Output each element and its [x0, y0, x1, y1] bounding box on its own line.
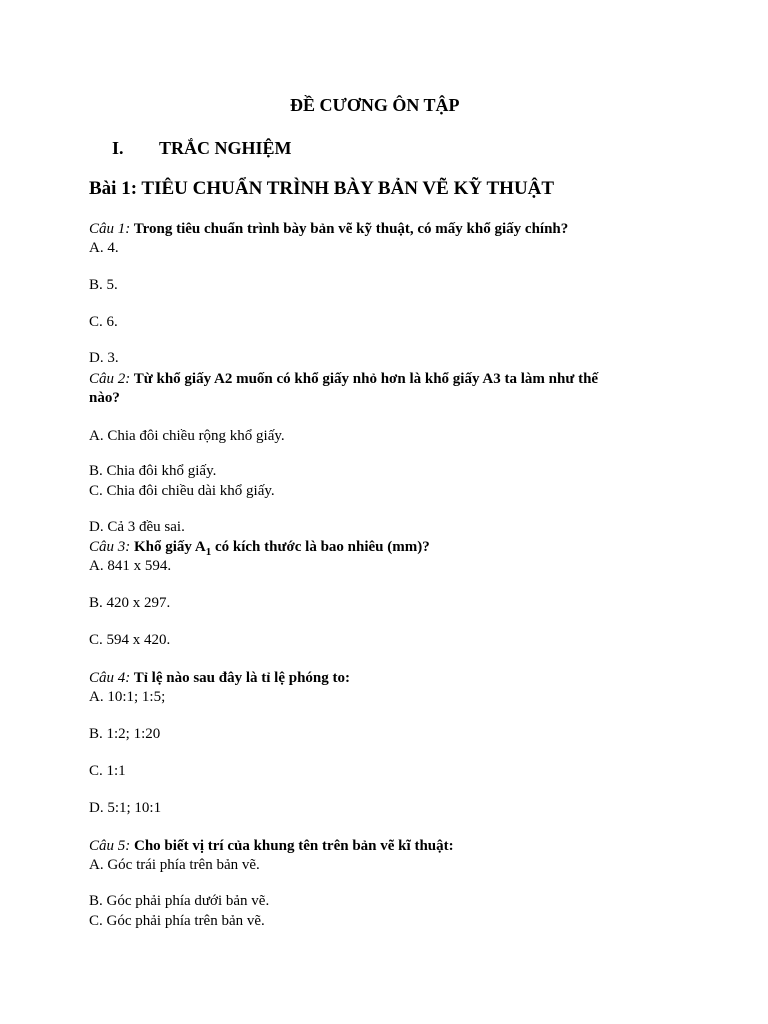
question-4-option-d: D. 5:1; 10:1 — [89, 800, 162, 816]
question-5-option-b: B. Góc phải phía dưới bản vẽ. — [89, 893, 270, 909]
question-2-option-d: D. Cả 3 đều sai. — [89, 519, 185, 535]
question-text: Từ khổ giấy A2 muốn có khổ giấy nhỏ hơn là khổ giấy A3 ta làm như thế — [130, 371, 599, 387]
question-5-option-c: C. Góc phải phía trên bản vẽ. — [89, 913, 265, 929]
question-1 — [89, 220, 568, 238]
question-text: Cho biết vị trí của khung tên trên bản vẽ kĩ thuật: — [130, 838, 454, 854]
question-2-option-a: A. Chia đôi chiều rộng khổ giấy. — [89, 428, 285, 444]
lesson-heading: Bài 1: TIÊU CHUẨN TRÌNH BÀY BẢN VẼ KỸ THUẬT — [89, 178, 555, 199]
question-label: Câu 5: — [89, 838, 131, 854]
question-2-option-b: B. Chia đôi khổ giấy. — [89, 463, 217, 479]
question-4 — [89, 669, 350, 687]
question-5 — [89, 837, 454, 855]
question-label: Câu 3: — [89, 539, 131, 555]
question-2-option-c: C. Chia đôi chiều dài khổ giấy. — [89, 483, 275, 499]
question-1-option-d: D. 3. — [89, 350, 119, 366]
question-3-option-c: C. 594 x 420. — [89, 632, 171, 648]
question-4-option-c: C. 1:1 — [89, 763, 126, 779]
question-1-option-c: C. 6. — [89, 314, 118, 330]
question-text: Tỉ lệ nào sau đây là tỉ lệ phóng to: — [130, 670, 351, 686]
question-3-option-b: B. 420 x 297. — [89, 595, 171, 611]
document-title: ĐỀ CƯƠNG ÔN TẬP — [290, 95, 460, 115]
section-name: TRẮC NGHIỆM — [159, 138, 292, 158]
question-label: Câu 2: — [89, 371, 131, 387]
question-3-option-a: A. 841 x 594. — [89, 558, 172, 574]
question-1-option-b: B. 5. — [89, 277, 118, 293]
section-number: I. — [112, 138, 124, 158]
question-text: Trong tiêu chuẩn trình bày bản vẽ kỹ thuật, có mấy khổ giấy chính? — [130, 221, 569, 237]
question-label: Câu 1: — [89, 221, 131, 237]
question-2-text-continued: nào? — [89, 390, 120, 406]
question-text-subscript: 1 — [205, 546, 212, 558]
question-4-option-b: B. 1:2; 1:20 — [89, 726, 161, 742]
question-text-pre: Khổ giấy A — [130, 539, 206, 555]
question-5-option-a: A. Góc trái phía trên bản vẽ. — [89, 857, 260, 873]
question-2 — [89, 370, 598, 388]
question-1-option-a: A. 4. — [89, 240, 119, 256]
question-label: Câu 4: — [89, 670, 131, 686]
question-4-option-a: A. 10:1; 1:5; — [89, 689, 166, 705]
question-text-post: có kích thước là bao nhiêu (mm)? — [211, 539, 430, 555]
